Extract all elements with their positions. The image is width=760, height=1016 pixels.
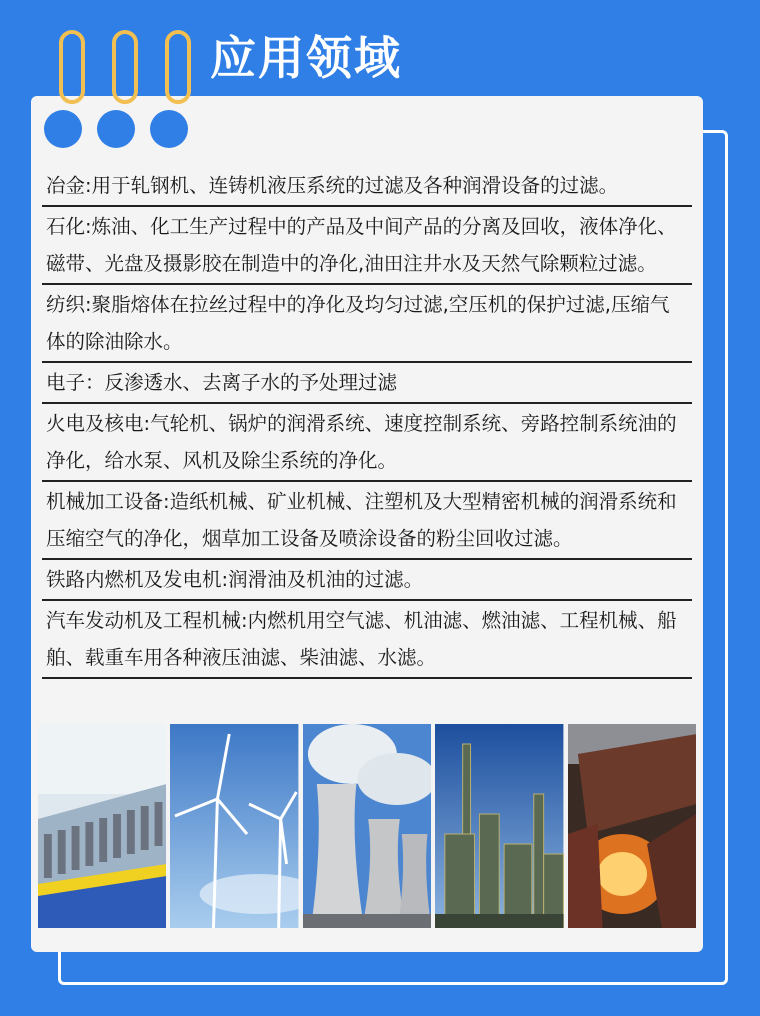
paper-clip-3 xyxy=(165,30,191,104)
cooling-towers-photo xyxy=(303,724,431,928)
textile-machinery-photo xyxy=(38,724,166,928)
steel-mill-photo xyxy=(568,724,696,928)
paper-clip-1 xyxy=(59,30,85,104)
refinery-photo xyxy=(435,724,563,928)
entry-petrochemical: 石化:炼油、化工生产过程中的产品及中间产品的分离及回收，液体净化、磁带、光盘及摄影胶在制造中的净化,油田注井水及天然气除颗粒过滤。 xyxy=(42,207,692,285)
entry-electronics: 电子：反渗透水、去离子水的予处理过滤 xyxy=(42,363,692,404)
entry-railway: 铁路内燃机及发电机:润滑油及机油的过滤。 xyxy=(42,560,692,601)
entry-textile: 纺织:聚脂熔体在拉丝过程中的净化及均匀过滤,空压机的保护过滤,压缩气体的除油除水。 xyxy=(42,285,692,363)
application-list xyxy=(42,166,692,679)
photo-strip xyxy=(38,724,696,928)
binder-hole-2 xyxy=(97,110,135,148)
wind-turbines-photo xyxy=(170,724,298,928)
binder-hole-1 xyxy=(44,110,82,148)
entry-power: 火电及核电:气轮机、锅炉的润滑系统、速度控制系统、旁路控制系统油的净化，给水泵、风机及除尘系统的净化。 xyxy=(42,404,692,482)
paper-clip-2 xyxy=(112,30,138,104)
page-title: 应用领域 xyxy=(210,31,402,85)
binder-hole-3 xyxy=(150,110,188,148)
entry-automotive: 汽车发动机及工程机械:内燃机用空气滤、机油滤、燃油滤、工程机械、船舶、载重车用各种液压油滤、柴油滤、水滤。 xyxy=(42,601,692,679)
entry-machining: 机械加工设备:造纸机械、矿业机械、注塑机及大型精密机械的润滑系统和压缩空气的净化，烟草加工设备及喷涂设备的粉尘回收过滤。 xyxy=(42,482,692,560)
entry-metallurgy: 冶金:用于轧钢机、连铸机液压系统的过滤及各种润滑设备的过滤。 xyxy=(42,166,692,207)
